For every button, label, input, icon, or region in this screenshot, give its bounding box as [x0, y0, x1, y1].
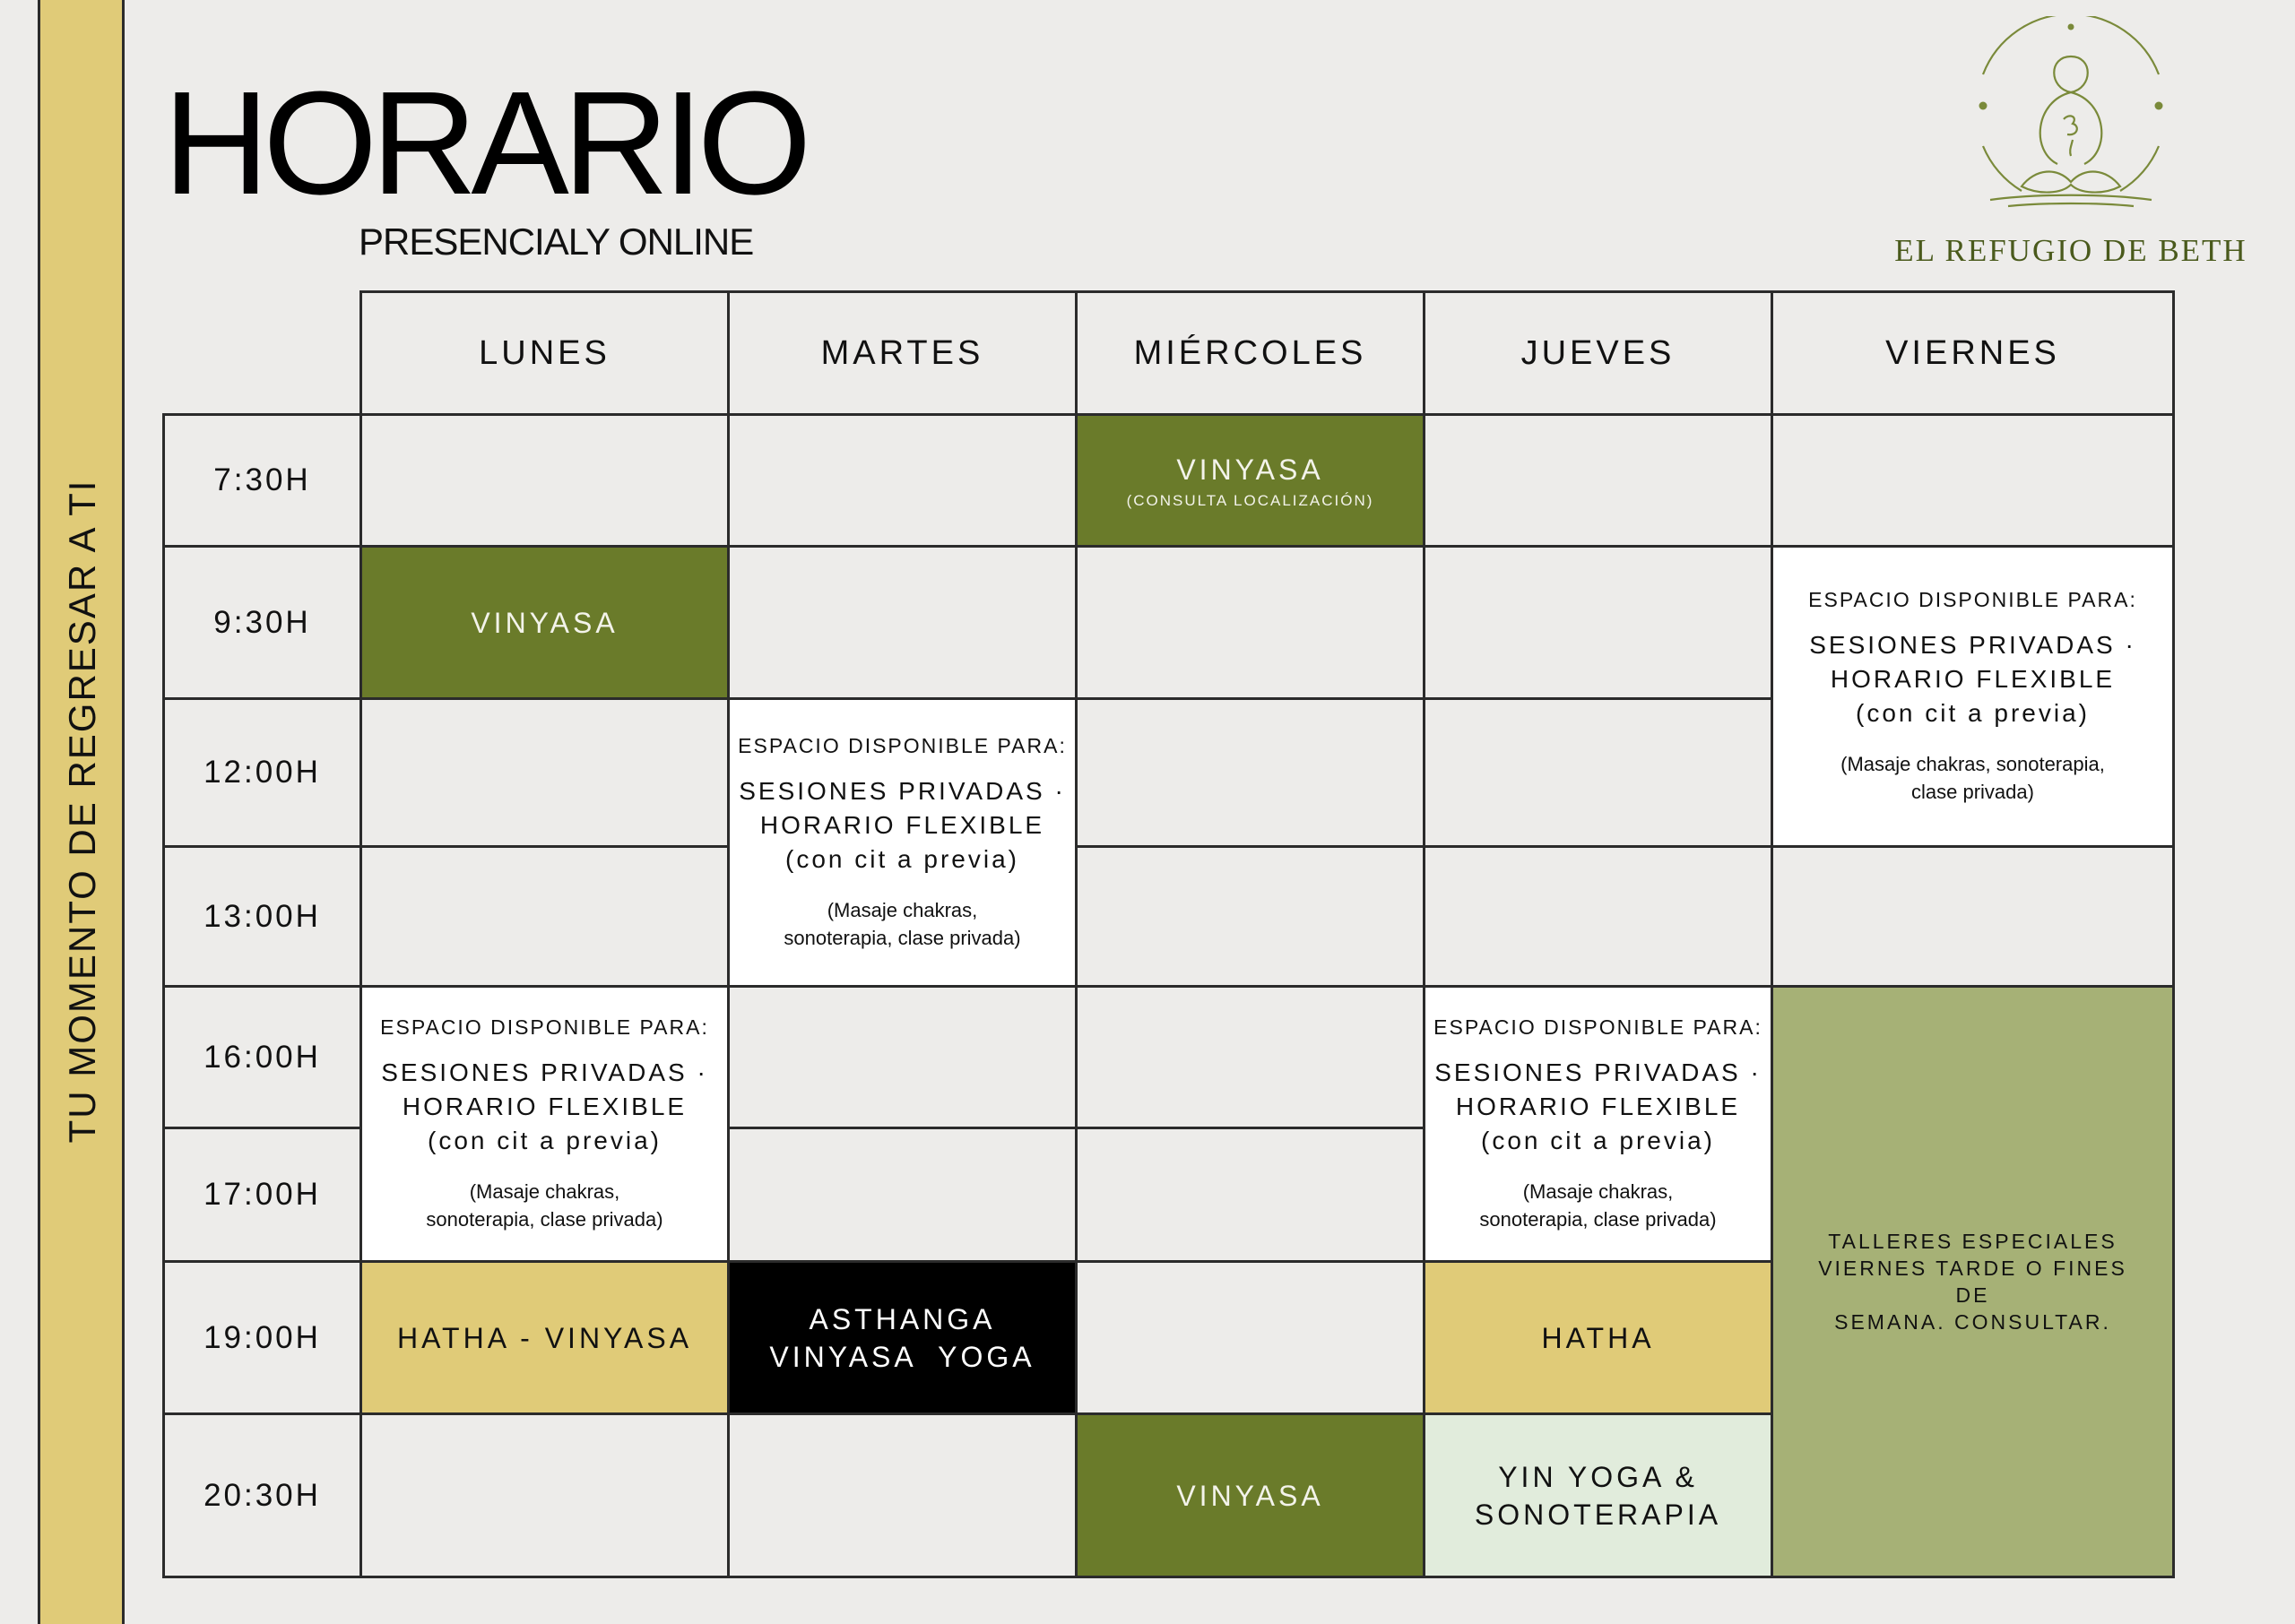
- time-label: 19:00H: [164, 1262, 361, 1414]
- availability-note-line: clase privada): [1911, 780, 2034, 803]
- table-row: [164, 847, 2174, 987]
- empty-slot: [729, 1414, 1077, 1577]
- availability-note: [1773, 750, 2172, 806]
- availability-note: [730, 896, 1075, 952]
- day-header-miercoles: MIÉRCOLES: [1077, 292, 1425, 415]
- availability-line: SESIONES PRIVADAS ·: [381, 1058, 708, 1086]
- availability-note: [1425, 1178, 1771, 1233]
- schedule-table: [162, 290, 2175, 1578]
- class-slot-vinyasa: [361, 547, 729, 699]
- meditation-om-icon: [1936, 16, 2205, 222]
- private-sessions-slot: [1425, 987, 1772, 1262]
- availability-header: ESPACIO DISPONIBLE PARA:: [380, 1015, 709, 1039]
- corner-cell: [164, 292, 361, 415]
- availability-line: (con cit a previa): [1856, 698, 2090, 727]
- empty-slot: [729, 1128, 1077, 1262]
- empty-slot: [1772, 847, 2174, 987]
- class-slot-vinyasa: [1077, 1414, 1425, 1577]
- empty-slot: [1077, 547, 1425, 699]
- class-name: VINYASA: [471, 606, 619, 639]
- special-workshops-slot: [1772, 987, 2174, 1577]
- workshops-line: SEMANA. CONSULTAR.: [1834, 1310, 2111, 1334]
- workshops-line: TALLERES ESPECIALES: [1828, 1230, 2117, 1253]
- empty-slot: [1772, 415, 2174, 547]
- class-name-line: ASTHANGA: [809, 1302, 996, 1335]
- empty-slot: [1425, 415, 1772, 547]
- availability-line: (con cit a previa): [428, 1126, 662, 1154]
- availability-note-line: (Masaje chakras,: [469, 1179, 620, 1203]
- brand-name: EL REFUGIO DE BETH: [1894, 233, 2247, 268]
- time-label: 7:30H: [164, 415, 361, 547]
- empty-slot: [361, 1414, 729, 1577]
- day-header-martes: MARTES: [729, 292, 1077, 415]
- time-label: 12:00H: [164, 699, 361, 847]
- side-tagline: TU MOMENTO DE REGRESAR A TI: [61, 479, 103, 1144]
- class-name: HATHA: [1541, 1321, 1655, 1354]
- empty-slot: [729, 987, 1077, 1128]
- empty-slot: [361, 847, 729, 987]
- availability-line: (con cit a previa): [785, 844, 1019, 873]
- class-name-line: SONOTERAPIA: [1474, 1498, 1722, 1531]
- class-name: HATHA - VINYASA: [396, 1321, 693, 1354]
- availability-note: [362, 1178, 727, 1233]
- day-header-jueves: JUEVES: [1425, 292, 1772, 415]
- empty-slot: [1425, 699, 1772, 847]
- table-row: [164, 987, 2174, 1128]
- class-name-line: VINYASA YOGA: [769, 1340, 1035, 1373]
- class-slot-asthanga: [729, 1262, 1077, 1414]
- availability-header: ESPACIO DISPONIBLE PARA:: [1808, 587, 2137, 611]
- empty-slot: [1077, 1262, 1425, 1414]
- empty-slot: [1077, 699, 1425, 847]
- availability-line: (con cit a previa): [1481, 1126, 1715, 1154]
- time-label: 20:30H: [164, 1414, 361, 1577]
- page-subtitle: PRESENCIALY ONLINE: [359, 220, 754, 263]
- class-name: VINYASA: [1176, 454, 1324, 486]
- workshops-text: [1773, 1228, 2172, 1335]
- day-header-lunes: LUNES: [361, 292, 729, 415]
- availability-note-line: (Masaje chakras, sonoterapia,: [1840, 752, 2105, 775]
- availability-line: SESIONES PRIVADAS ·: [1434, 1058, 1762, 1086]
- time-label: 16:00H: [164, 987, 361, 1128]
- availability-line: HORARIO FLEXIBLE: [1830, 664, 2116, 693]
- empty-slot: [729, 415, 1077, 547]
- empty-slot: [361, 699, 729, 847]
- workshops-line: VIERNES TARDE O FINES DE: [1818, 1257, 2127, 1307]
- class-name: VINYASA: [1176, 1479, 1324, 1512]
- empty-slot: [1077, 987, 1425, 1128]
- availability-note-line: sonoterapia, clase privada): [1479, 1207, 1717, 1231]
- class-note: (CONSULTA LOCALIZACIÓN): [1126, 492, 1374, 509]
- availability-line: HORARIO FLEXIBLE: [402, 1092, 688, 1120]
- class-slot-vinyasa: [1077, 415, 1425, 547]
- empty-slot: [361, 415, 729, 547]
- empty-slot: [729, 547, 1077, 699]
- time-label: 9:30H: [164, 547, 361, 699]
- empty-slot: [1077, 1128, 1425, 1262]
- class-slot-hatha-vinyasa: [361, 1262, 729, 1414]
- class-name-line: YIN YOGA &: [1498, 1460, 1698, 1493]
- availability-note-line: sonoterapia, clase privada): [426, 1207, 663, 1231]
- header-row: [164, 292, 2174, 415]
- time-label: 17:00H: [164, 1128, 361, 1262]
- table-row: [164, 415, 2174, 547]
- table-row: [164, 547, 2174, 699]
- availability-line: SESIONES PRIVADAS ·: [739, 776, 1066, 805]
- empty-slot: [1077, 847, 1425, 987]
- availability-line: SESIONES PRIVADAS ·: [1809, 630, 2136, 659]
- private-sessions-slot: [361, 987, 729, 1262]
- availability-header: ESPACIO DISPONIBLE PARA:: [738, 733, 1067, 757]
- private-sessions-slot: [1772, 547, 2174, 847]
- empty-slot: [1425, 547, 1772, 699]
- availability-note-line: (Masaje chakras,: [1522, 1179, 1674, 1203]
- class-slot-yin-yoga: [1425, 1414, 1772, 1577]
- empty-slot: [1425, 847, 1772, 987]
- availability-note-line: (Masaje chakras,: [827, 898, 978, 921]
- availability-note-line: sonoterapia, clase privada): [784, 926, 1021, 949]
- availability-header: ESPACIO DISPONIBLE PARA:: [1433, 1015, 1762, 1039]
- class-slot-hatha: [1425, 1262, 1772, 1414]
- availability-line: HORARIO FLEXIBLE: [1455, 1092, 1741, 1120]
- private-sessions-slot: [729, 699, 1077, 987]
- page-title: HORARIO: [163, 61, 806, 225]
- availability-line: HORARIO FLEXIBLE: [759, 810, 1045, 839]
- time-label: 13:00H: [164, 847, 361, 987]
- day-header-viernes: VIERNES: [1772, 292, 2174, 415]
